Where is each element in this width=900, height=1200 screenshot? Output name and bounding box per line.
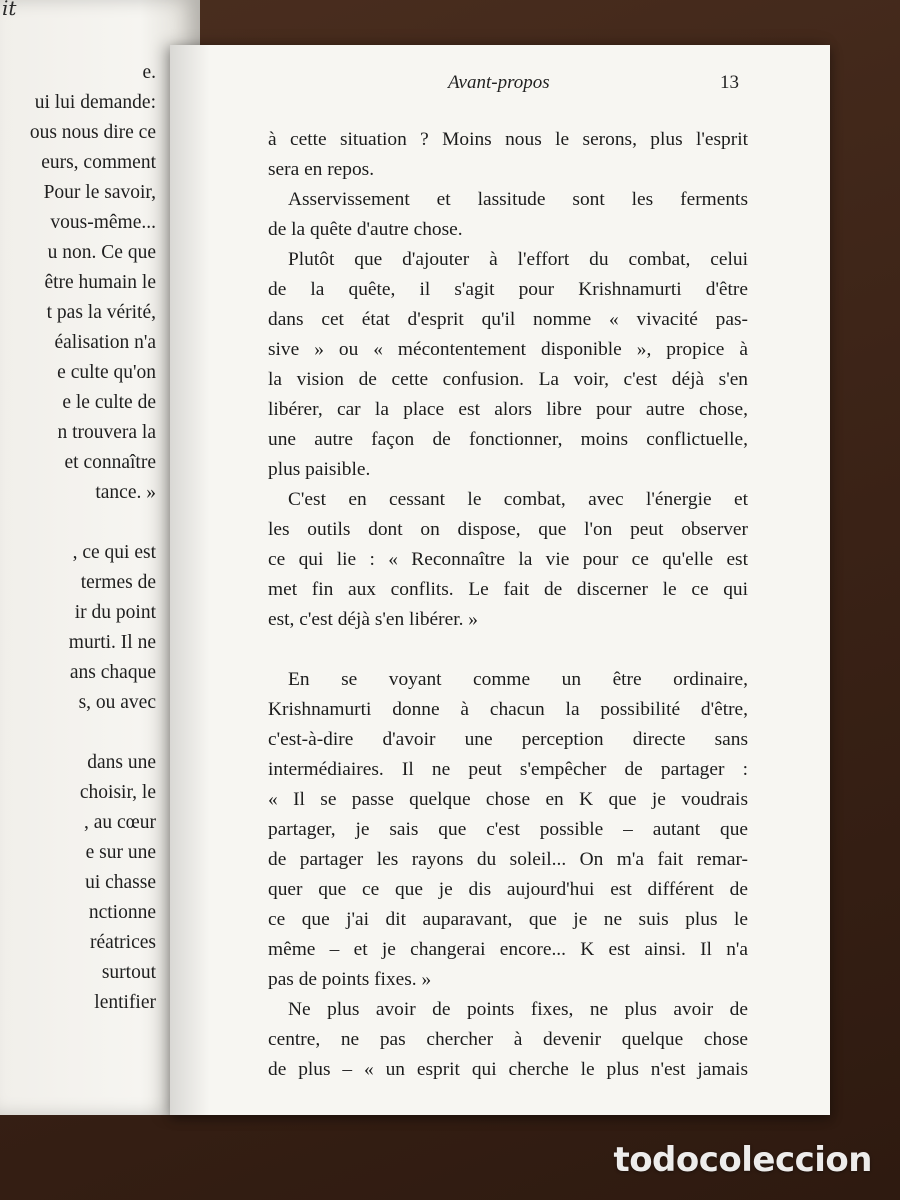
- text-line: nctionne: [88, 902, 156, 923]
- text-line: lentifier: [94, 992, 156, 1013]
- left-page-text: [0, 58, 156, 1018]
- left-running-head: it: [2, 0, 17, 20]
- text-line: Pour le savoir,: [43, 182, 156, 203]
- text-line: met fin aux conflits. Le fait de discerner le ce qui: [268, 579, 748, 600]
- text-line: c'est-à-dire d'avoir une perception directe sans: [268, 729, 748, 750]
- text-line: dans cet état d'esprit qu'il nomme « vivacité pas-: [268, 309, 748, 330]
- text-line: ir du point: [74, 602, 156, 623]
- text-line: de la quête, il s'agit pour Krishnamurti d'être: [268, 279, 748, 300]
- text-line: éalisation n'a: [54, 332, 156, 353]
- running-head: Avant-propos: [448, 72, 550, 93]
- text-line: une autre façon de fonctionner, moins conflictuelle,: [268, 429, 748, 450]
- text-line: Asservissement et lassitude sont les ferments: [288, 189, 748, 210]
- paragraph-gap: [0, 718, 156, 748]
- text-line: ui lui demande:: [34, 92, 156, 113]
- text-line: de plus – « un esprit qui cherche le plus n'est jamais: [268, 1059, 748, 1080]
- text-line: C'est en cessant le combat, avec l'énergie et: [288, 489, 748, 510]
- text-line: intermédiaires. Il ne peut s'empêcher de partager :: [268, 759, 748, 780]
- text-line: eurs, comment: [41, 152, 156, 173]
- text-line: à cette situation ? Moins nous le serons, plus l'esprit: [268, 129, 748, 150]
- text-line: « Il se passe quelque chose en K que je voudrais: [268, 789, 748, 810]
- text-line: tance. »: [95, 482, 156, 503]
- text-line: choisir, le: [79, 782, 156, 803]
- text-line: u non. Ce que: [47, 242, 156, 263]
- text-line: réatrices: [89, 932, 156, 953]
- text-line: les outils dont on dispose, que l'on peut observer: [268, 519, 748, 540]
- text-line: libérer, car la place est alors libre pour autre chose,: [268, 399, 748, 420]
- text-line: , ce qui est: [72, 542, 156, 563]
- text-line: , au cœur: [83, 812, 156, 833]
- watermark-logo: todocoleccion: [613, 1140, 872, 1180]
- right-page: [170, 45, 830, 1115]
- text-line: Krishnamurti donne à chacun la possibilité d'être,: [268, 699, 748, 720]
- text-line: e.: [142, 62, 156, 83]
- text-line: pas de points fixes. »: [268, 969, 432, 990]
- text-line: n trouvera la: [57, 422, 156, 443]
- text-line: quer que ce que je dis aujourd'hui est différent de: [268, 879, 748, 900]
- page-body-text: [268, 125, 748, 1085]
- text-line: ce qui lie : « Reconnaître la vie pour ce qu'elle est: [268, 549, 748, 570]
- text-line: partager, je sais que c'est possible – autant que: [268, 819, 748, 840]
- text-line: Ne plus avoir de points fixes, ne plus avoir de: [288, 999, 748, 1020]
- text-line: Plutôt que d'ajouter à l'effort du combat, celui: [288, 249, 748, 270]
- text-line: dans une: [87, 752, 156, 773]
- text-line: murti. Il ne: [68, 632, 156, 653]
- text-line: sera en repos.: [268, 159, 375, 180]
- text-line: est, c'est déjà s'en libérer. »: [268, 609, 478, 630]
- paragraph-gap: [0, 508, 156, 538]
- text-line: t pas la vérité,: [46, 302, 156, 323]
- text-line: En se voyant comme un être ordinaire,: [288, 669, 748, 690]
- text-line: la vision de cette confusion. La voir, c'est déjà s'en: [268, 369, 748, 390]
- page-number: 13: [720, 72, 739, 93]
- text-line: être humain le: [44, 272, 156, 293]
- text-line: e culte qu'on: [57, 362, 156, 383]
- text-line: vous-même...: [50, 212, 156, 233]
- text-line: e sur une: [85, 842, 156, 863]
- text-line: de la quête d'autre chose.: [268, 219, 463, 240]
- text-line: ans chaque: [69, 662, 156, 683]
- text-line: ous nous dire ce: [29, 122, 156, 143]
- text-line: et connaître: [64, 452, 156, 473]
- text-line: plus paisible.: [268, 459, 371, 480]
- text-line: ui chasse: [85, 872, 156, 893]
- text-line: centre, ne pas chercher à devenir quelque chose: [268, 1029, 748, 1050]
- text-line: s, ou avec: [78, 692, 156, 713]
- paragraph-gap: [268, 635, 748, 665]
- gutter-shadow: [170, 45, 210, 1115]
- text-line: de partager les rayons du soleil... On m'a fait remar-: [268, 849, 748, 870]
- text-line: termes de: [80, 572, 156, 593]
- text-line: même – et je changerai encore... K est ainsi. Il n'a: [268, 939, 748, 960]
- text-line: sive » ou « mécontentement disponible », propice à: [268, 339, 748, 360]
- text-line: e le culte de: [62, 392, 156, 413]
- text-line: ce que j'ai dit auparavant, que je ne suis plus le: [268, 909, 748, 930]
- text-line: surtout: [101, 962, 156, 983]
